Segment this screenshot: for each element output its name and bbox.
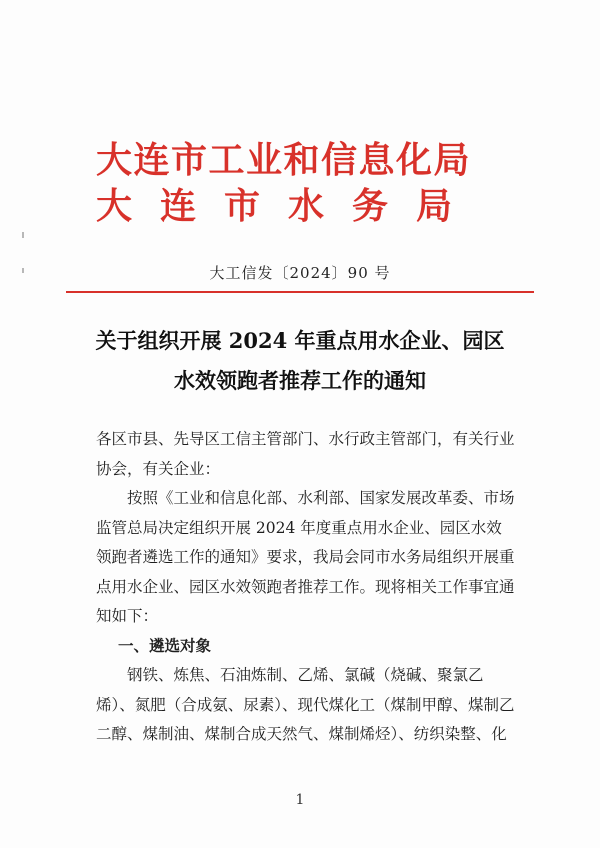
salutation: 各区市县、先导区工信主管部门、水行政主管部门，有关行业协会，有关企业：	[96, 430, 515, 478]
section-text: 钢铁、炼焦、石油炼制、乙烯、氯碱（烧碱、聚氯乙烯）、氮肥（合成氨、尿素）、现代煤化工（煤制甲醇、煤制乙二醇、煤制油、煤制合成天然气、煤制烯烃）、纺织染整、化	[96, 666, 515, 743]
section-heading: 一、遴选对象	[118, 636, 212, 655]
scan-artifact	[22, 232, 24, 238]
document-title-line-1: 关于组织开展 2024 年重点用水企业、园区	[95, 328, 505, 353]
document-title-line-2: 水效领跑者推荐工作的通知	[174, 368, 426, 393]
issuing-authority-line-1: 大连市工业和信息化局	[96, 139, 472, 181]
page-number: 1	[295, 792, 305, 808]
document-body	[96, 425, 516, 750]
document-number: 大工信发〔2024〕90 号	[209, 264, 391, 282]
red-divider-line	[66, 291, 534, 293]
issuing-authority-line-2: 大连市水务局	[96, 185, 481, 227]
body-paragraph: 按照《工业和信息化部、水利部、国家发展改革委、市场监管总局决定组织开展 2024 年度重点用水企业、园区水效领跑者遴选工作的通知》要求，我局会同市水务局组织开展重点用水企业、园区水效领跑者推荐工作。现将相关工作事宜通知如下：	[96, 489, 515, 625]
